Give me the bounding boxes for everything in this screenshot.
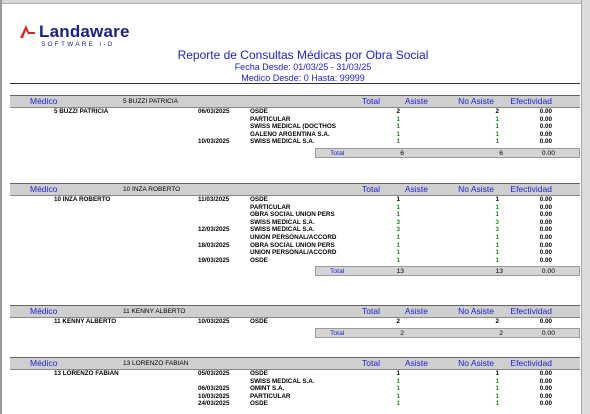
row-no-asiste: 3 [495, 226, 499, 234]
totals-total: 6 [400, 149, 404, 157]
row-fecha: 19/03/2025 [198, 256, 230, 264]
row-total: 1 [396, 196, 400, 203]
row-medico: 10 INZA ROBERTO [54, 196, 111, 203]
row-obra-social: OMINT S.A. [250, 385, 285, 393]
row-efectividad: 0.00 [539, 123, 552, 131]
table-row [10, 385, 580, 393]
column-asiste: Asiste [404, 358, 428, 368]
row-no-asiste: 1 [495, 256, 499, 264]
row-no-asiste: 1 [495, 377, 499, 385]
row-obra-social: UNION PERSONAL/ACCORD [250, 233, 337, 241]
row-efectividad: 0.00 [539, 115, 552, 123]
row-no-asiste: 1 [495, 370, 499, 377]
row-medico: 5 BUZZI PATRICIA [54, 108, 109, 115]
landaware-logo-icon [19, 24, 36, 39]
group-totals [315, 328, 580, 338]
row-no-asiste: 1 [495, 123, 499, 131]
table-row [10, 211, 580, 219]
column-efectividad: Efectividad [510, 96, 552, 106]
row-no-asiste: 1 [495, 138, 499, 146]
totals-total: 13 [396, 268, 404, 276]
row-total: 1 [396, 392, 400, 400]
column-asiste: Asiste [404, 184, 428, 194]
row-total: 1 [396, 241, 400, 249]
doctor-group [10, 95, 580, 158]
row-obra-social: PARTICULAR [250, 203, 291, 211]
row-total: 1 [396, 400, 400, 408]
totals-efectividad: 0.00 [541, 329, 555, 337]
column-no-asiste: No Asiste [458, 96, 494, 106]
row-obra-social: SWISS MEDICAL S.A. [250, 218, 315, 226]
column-efectividad: Efectividad [510, 358, 552, 368]
totals-label: Total [330, 268, 345, 276]
column-asiste: Asiste [404, 96, 428, 106]
row-total: 3 [396, 226, 400, 234]
row-no-asiste: 1 [495, 211, 499, 219]
row-no-asiste: 1 [495, 385, 499, 393]
row-obra-social: SWISS MEDICAL S.A. [250, 377, 315, 385]
row-total: 2 [396, 108, 400, 115]
row-fecha: 12/03/2025 [198, 226, 230, 234]
row-no-asiste: 2 [495, 108, 499, 115]
row-no-asiste: 3 [495, 218, 499, 226]
row-obra-social: PARTICULAR [250, 392, 291, 400]
table-row [10, 318, 580, 326]
header-divider [10, 83, 580, 84]
totals-label: Total [330, 149, 345, 157]
row-obra-social: OSDE [250, 318, 268, 325]
table-row [10, 400, 580, 408]
row-fecha: 18/03/2025 [198, 241, 230, 249]
row-obra-social: OSDE [250, 256, 268, 264]
column-medico: Médico [30, 306, 58, 316]
group-doctor-name: 5 BUZZI PATRICIA [123, 98, 179, 105]
group-doctor-name: 11 KENNY ALBERTO [123, 308, 186, 315]
row-total: 1 [396, 211, 400, 219]
totals-efectividad: 0.00 [541, 268, 555, 276]
row-total: 1 [396, 130, 400, 138]
row-total: 2 [396, 318, 400, 325]
row-efectividad: 0.00 [539, 211, 552, 219]
group-header [10, 183, 580, 196]
totals-total: 2 [400, 329, 404, 337]
row-fecha: 06/03/2025 [198, 108, 230, 115]
row-obra-social: UNION PERSONAL/ACCORD [250, 249, 337, 257]
column-medico: Médico [30, 358, 58, 368]
column-total: Total [362, 306, 380, 316]
date-range: Fecha Desde: 01/03/25 - 31/03/25 [234, 62, 372, 72]
table-row [10, 257, 580, 265]
row-obra-social: PARTICULAR [250, 115, 291, 123]
row-no-asiste: 1 [495, 249, 499, 257]
row-no-asiste: 1 [495, 233, 499, 241]
row-efectividad: 0.00 [539, 400, 552, 408]
table-row [10, 196, 580, 204]
row-fecha: 06/03/2025 [198, 385, 230, 393]
table-row [10, 219, 580, 227]
row-efectividad: 0.00 [539, 196, 552, 203]
row-efectividad: 0.00 [539, 233, 552, 241]
column-total: Total [362, 96, 380, 106]
table-row [10, 234, 580, 242]
doctor-group [10, 183, 580, 276]
group-header [10, 357, 580, 370]
table-row [10, 138, 580, 146]
row-total: 1 [396, 123, 400, 131]
column-medico: Médico [30, 184, 58, 194]
row-efectividad: 0.00 [539, 226, 552, 234]
row-total: 1 [396, 256, 400, 264]
row-no-asiste: 1 [495, 241, 499, 249]
row-fecha: 11/03/2025 [198, 196, 230, 203]
column-no-asiste: No Asiste [458, 184, 494, 194]
row-total: 1 [396, 385, 400, 393]
row-no-asiste: 1 [495, 130, 499, 138]
doctor-group [10, 357, 580, 408]
row-efectividad: 0.00 [539, 377, 552, 385]
totals-no-asiste: 2 [499, 329, 503, 337]
group-header [10, 305, 580, 318]
row-obra-social: OSDE [250, 400, 268, 408]
report-title: Reporte de Consultas Médicas por Obra Social [177, 48, 429, 62]
doctor-range: Medico Desde: 0 Hasta: 99999 [241, 73, 365, 83]
table-row [10, 108, 580, 116]
table-row [10, 123, 580, 131]
column-total: Total [362, 184, 380, 194]
group-totals [315, 266, 580, 276]
viewer-left-border [0, 0, 2, 414]
totals-no-asiste: 6 [499, 149, 503, 157]
group-doctor-name: 13 LORENZO FABIAN [123, 360, 189, 367]
row-medico: 11 KENNY ALBERTO [54, 318, 117, 325]
row-efectividad: 0.00 [539, 256, 552, 264]
row-efectividad: 0.00 [539, 370, 552, 377]
row-efectividad: 0.00 [539, 392, 552, 400]
row-obra-social: SWISS MEDICAL S.A. [250, 138, 315, 146]
row-obra-social: OBRA SOCIAL UNION PERS [250, 211, 335, 219]
row-obra-social: SWISS MEDICAL S.A. [250, 226, 315, 234]
row-obra-social: OSDE [250, 108, 268, 115]
doctor-group [10, 305, 580, 338]
row-efectividad: 0.00 [539, 218, 552, 226]
row-efectividad: 0.00 [539, 318, 552, 325]
row-efectividad: 0.00 [539, 249, 552, 257]
row-total: 1 [396, 203, 400, 211]
row-obra-social: OSDE [250, 196, 268, 203]
row-fecha: 10/03/2025 [198, 138, 230, 146]
row-total: 1 [396, 249, 400, 257]
totals-no-asiste: 13 [495, 268, 503, 276]
row-efectividad: 0.00 [539, 138, 552, 146]
group-doctor-name: 10 INZA ROBERTO [123, 186, 181, 193]
row-efectividad: 0.00 [539, 130, 552, 138]
row-total: 1 [396, 138, 400, 146]
row-no-asiste: 1 [495, 196, 499, 203]
table-row [10, 378, 580, 386]
row-efectividad: 0.00 [539, 241, 552, 249]
row-fecha: 24/03/2025 [198, 400, 230, 408]
row-obra-social: GALENO ARGENTINA S.A. [250, 130, 330, 138]
row-fecha: 10/03/2025 [198, 392, 230, 400]
row-obra-social: OBRA SOCIAL UNION PERS [250, 241, 335, 249]
column-no-asiste: No Asiste [458, 306, 494, 316]
row-no-asiste: 1 [495, 400, 499, 408]
group-header [10, 95, 580, 108]
viewer-scrollbar[interactable] [581, 0, 590, 414]
row-no-asiste: 2 [495, 318, 499, 325]
row-total: 1 [396, 370, 400, 377]
row-no-asiste: 1 [495, 203, 499, 211]
row-obra-social: SWISS MEDICAL (DOCTHOS [250, 123, 336, 131]
brand-tagline: SOFTWARE I-D [41, 41, 115, 48]
row-no-asiste: 1 [495, 115, 499, 123]
row-total: 3 [396, 218, 400, 226]
brand-name: Landaware [39, 22, 130, 41]
column-medico: Médico [30, 96, 58, 106]
row-total: 1 [396, 377, 400, 385]
row-obra-social: OSDE [250, 370, 268, 377]
column-asiste: Asiste [404, 306, 428, 316]
row-total: 1 [396, 115, 400, 123]
row-efectividad: 0.00 [539, 108, 552, 115]
table-row [10, 370, 580, 378]
row-no-asiste: 1 [495, 392, 499, 400]
table-row [10, 204, 580, 212]
row-efectividad: 0.00 [539, 203, 552, 211]
column-no-asiste: No Asiste [458, 358, 494, 368]
row-fecha: 10/03/2025 [198, 318, 230, 325]
table-row [10, 131, 580, 139]
table-row [10, 393, 580, 401]
table-row [10, 242, 580, 250]
column-efectividad: Efectividad [510, 184, 552, 194]
row-fecha: 05/03/2025 [198, 370, 230, 377]
row-medico: 13 LORENZO FABIAN [54, 370, 119, 377]
column-efectividad: Efectividad [510, 306, 552, 316]
column-total: Total [362, 358, 380, 368]
group-totals [315, 148, 580, 158]
totals-efectividad: 0.00 [541, 149, 555, 157]
row-efectividad: 0.00 [539, 385, 552, 393]
table-row [10, 116, 580, 124]
report-header [103, 48, 503, 84]
table-row [10, 226, 580, 234]
row-total: 1 [396, 233, 400, 241]
totals-label: Total [330, 329, 345, 337]
table-row [10, 249, 580, 257]
